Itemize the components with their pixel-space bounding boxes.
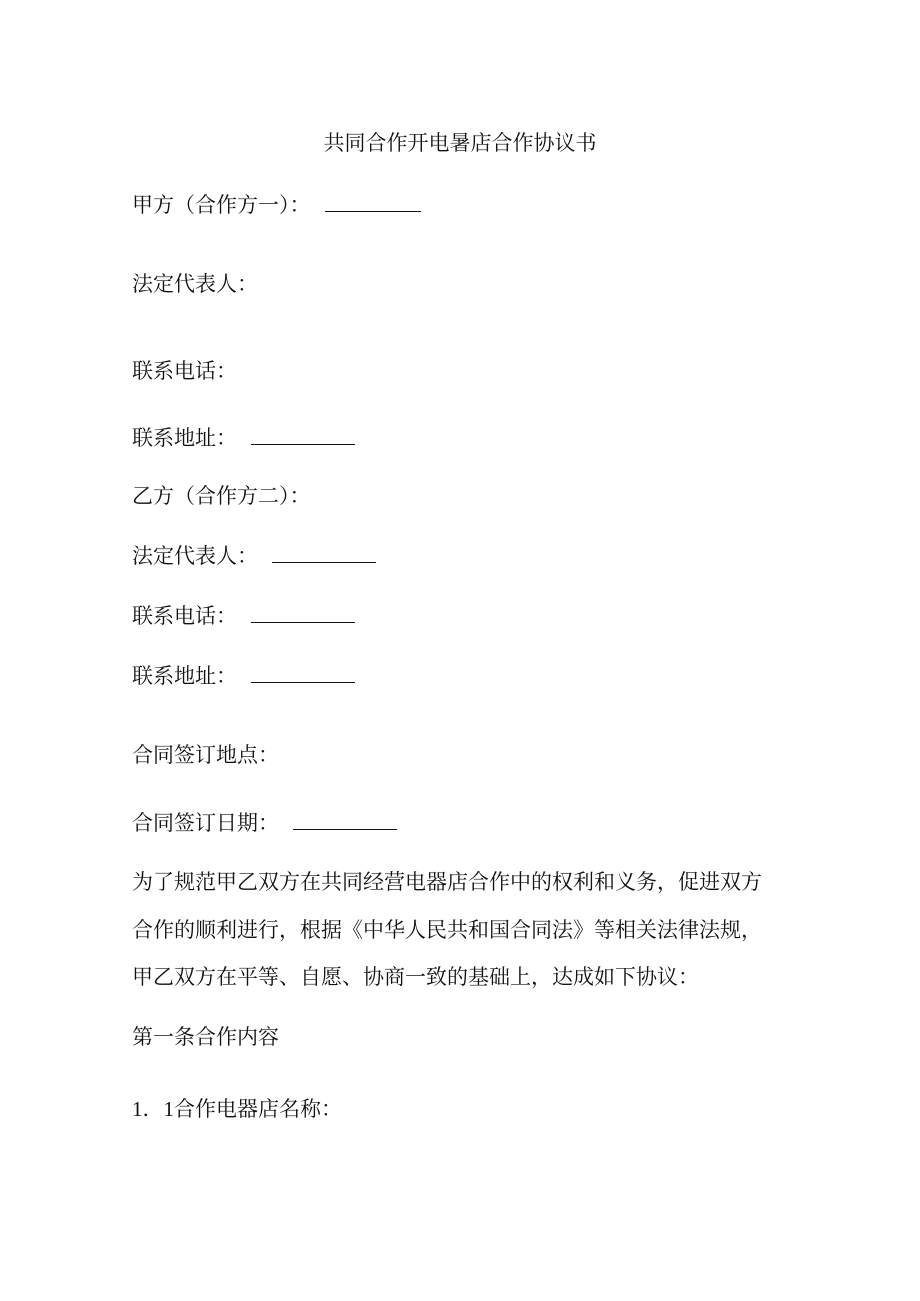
party-b-representative-blank[interactable] xyxy=(272,540,376,563)
party-b-line xyxy=(132,481,311,511)
article-1-title: 第一条合作内容 xyxy=(132,1025,279,1049)
sign-place-label: 合同签订地点： xyxy=(132,743,279,767)
sign-place-line xyxy=(132,740,279,770)
sign-date-blank[interactable] xyxy=(293,807,397,830)
clause-1-1-number: 1．1 xyxy=(132,1097,174,1121)
party-b-phone-label: 联系电话： xyxy=(132,604,237,628)
intro-line-3: 甲乙双方在平等、自愿、协商一致的基础上，达成如下协议： xyxy=(132,965,699,989)
party-a-address-label: 联系地址： xyxy=(132,426,237,450)
party-a-phone-label: 联系电话： xyxy=(132,359,237,383)
party-a-line xyxy=(132,189,421,220)
party-b-phone-blank[interactable] xyxy=(251,600,355,623)
party-a-phone-line xyxy=(132,356,237,386)
clause-1-1-text: 合作电器店名称： xyxy=(174,1097,342,1121)
party-b-address-label: 联系地址： xyxy=(132,664,237,688)
party-a-address-line xyxy=(132,422,355,453)
document-title: 共同合作开电暑店合作协议书 xyxy=(323,131,597,155)
party-a-label: 甲方（合作方一）： xyxy=(132,193,311,217)
sign-date-label: 合同签订日期： xyxy=(132,811,279,835)
clause-1-1 xyxy=(132,1094,342,1124)
party-b-address-line xyxy=(132,660,355,691)
party-a-address-blank[interactable] xyxy=(251,422,355,445)
party-b-phone-line xyxy=(132,600,355,631)
intro-line-1: 为了规范甲乙双方在共同经营电器店合作中的权利和义务，促进双方 xyxy=(132,870,762,894)
party-b-representative-line xyxy=(132,540,376,571)
party-b-address-blank[interactable] xyxy=(251,660,355,683)
party-a-blank[interactable] xyxy=(325,189,421,212)
party-b-label: 乙方（合作方二）： xyxy=(132,484,311,508)
party-a-representative-line xyxy=(132,269,258,299)
sign-date-line xyxy=(132,807,397,838)
intro-line-2: 合作的顺利进行，根据《中华人民共和国合同法》等相关法律法规， xyxy=(132,918,762,942)
party-b-representative-label: 法定代表人： xyxy=(132,544,258,568)
party-a-representative-label: 法定代表人： xyxy=(132,272,258,296)
